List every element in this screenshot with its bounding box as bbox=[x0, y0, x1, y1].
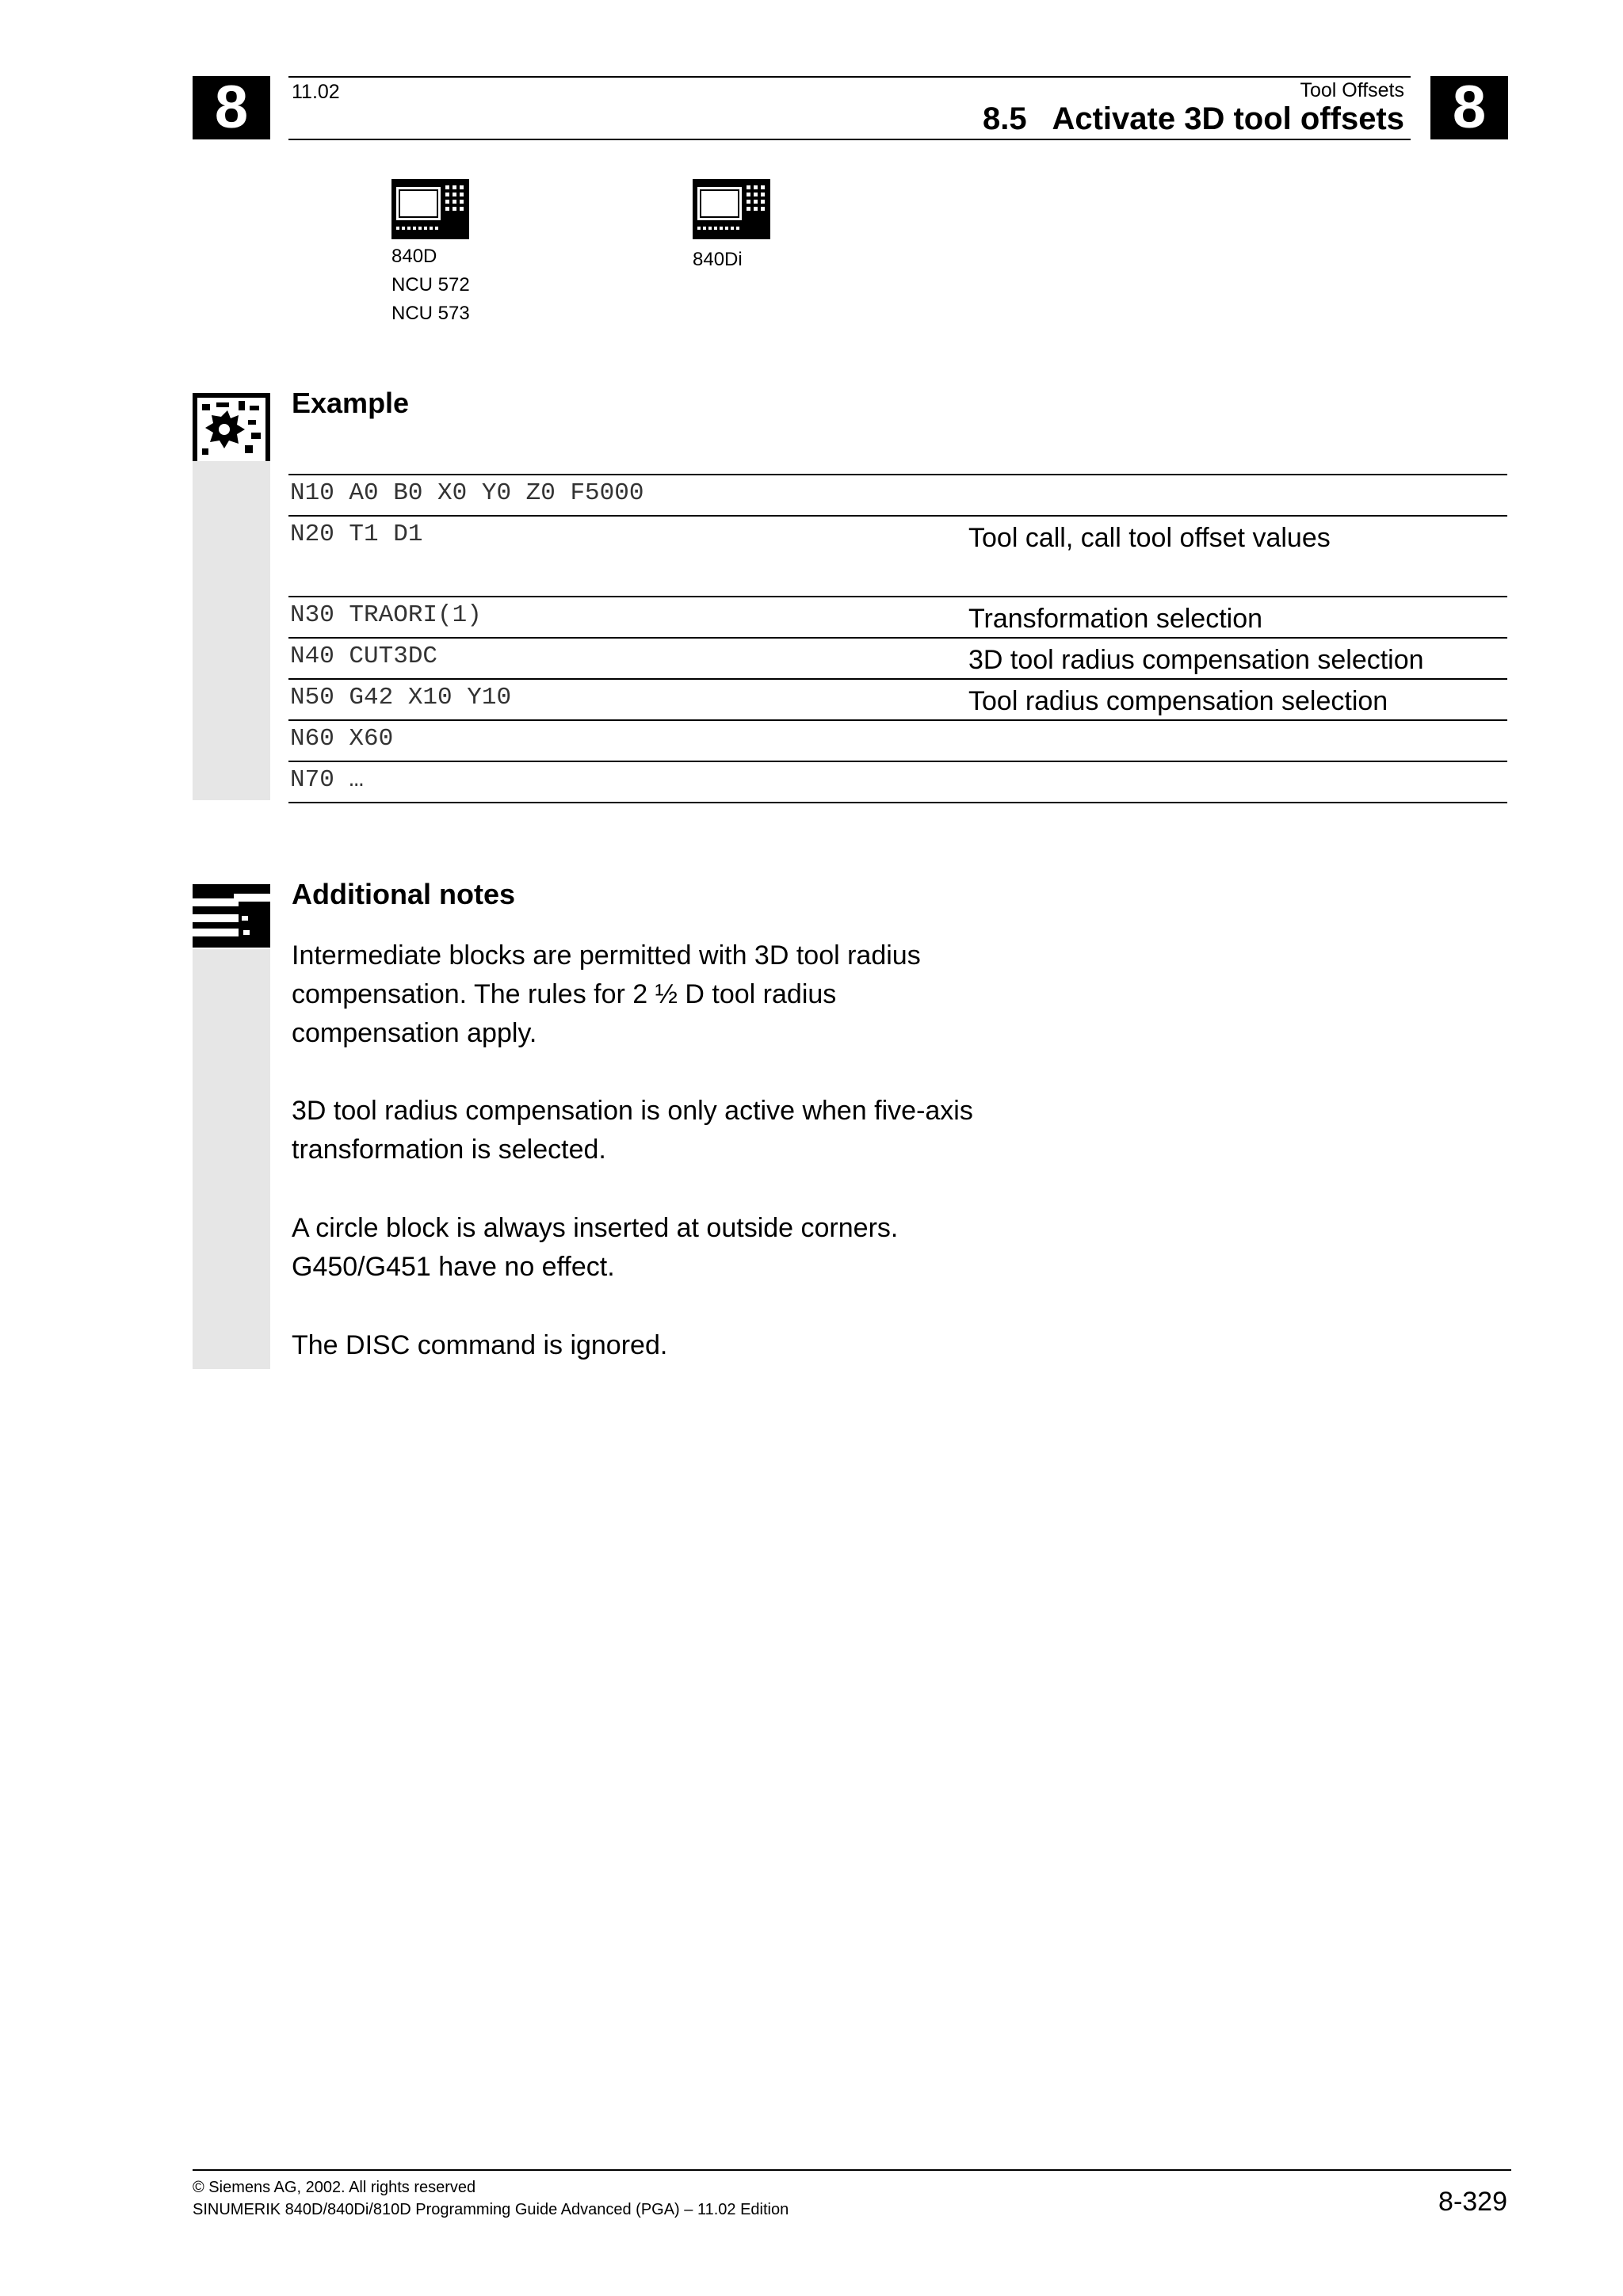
code-comment: Tool radius compensation selection bbox=[968, 686, 1388, 716]
control-label-840d bbox=[391, 242, 470, 328]
example-code-table bbox=[288, 474, 1507, 803]
code-comment: Transformation selection bbox=[968, 604, 1263, 634]
notes-paragraph: The DISC command is ignored. bbox=[292, 1330, 668, 1360]
control-panel-icon bbox=[693, 179, 770, 239]
code-comment: Tool call, call tool offset values bbox=[968, 523, 1331, 553]
code-line: N50 G42 X10 Y10 bbox=[290, 684, 512, 711]
notes-title: Additional notes bbox=[292, 878, 515, 910]
notes-paragraph: 3D tool radius compensation is only active when five-axis transformation is selected. bbox=[292, 1096, 973, 1165]
table-row bbox=[288, 515, 1507, 596]
code-line: N40 CUT3DC bbox=[290, 643, 438, 670]
control-label-840di bbox=[693, 246, 743, 274]
code-line: N60 X60 bbox=[290, 725, 394, 753]
footer-guide-title: SINUMERIK 840D/840Di/810D Programming Guide Advanced (PGA) – 11.02 Edition bbox=[193, 2201, 789, 2218]
header-section-name: Tool Offsets bbox=[1300, 79, 1404, 101]
table-row bbox=[288, 474, 1507, 515]
chapter-number-right: 8 bbox=[1430, 76, 1508, 139]
control-label-line: NCU 572 bbox=[391, 274, 470, 296]
control-label-line: NCU 573 bbox=[391, 303, 470, 324]
notes-paragraph: A circle block is always inserted at outside corners. G450/G451 have no effect. bbox=[292, 1213, 899, 1282]
notes-paragraph: Intermediate blocks are permitted with 3D tool radius compensation. The rules for 2 ½ D tool radius compensation apply. bbox=[292, 940, 921, 1048]
code-line: N20 T1 D1 bbox=[290, 521, 423, 548]
pointing-hand-icon bbox=[193, 884, 270, 949]
milling-cutter-icon bbox=[193, 393, 270, 461]
page-number: 8-329 bbox=[1438, 2187, 1507, 2217]
code-line: N10 A0 B0 X0 Y0 Z0 F5000 bbox=[290, 479, 644, 507]
table-row bbox=[288, 596, 1507, 637]
notes-sidebar bbox=[193, 884, 270, 1369]
code-line: N70 … bbox=[290, 766, 365, 794]
header-section-title bbox=[983, 101, 1404, 137]
control-label-line: 840D bbox=[391, 246, 437, 267]
header-date: 11.02 bbox=[292, 81, 340, 103]
control-panel-icon bbox=[391, 179, 469, 239]
section-title: Activate 3D tool offsets bbox=[1052, 101, 1404, 136]
table-row bbox=[288, 761, 1507, 803]
example-title: Example bbox=[292, 387, 410, 419]
table-row bbox=[288, 719, 1507, 761]
header-rule-top bbox=[288, 76, 1411, 78]
header-rule-bottom bbox=[288, 139, 1411, 140]
table-row bbox=[288, 678, 1507, 719]
footer-rule bbox=[193, 2169, 1511, 2171]
chapter-number-left: 8 bbox=[193, 76, 270, 139]
footer-copyright: © Siemens AG, 2002. All rights reserved bbox=[193, 2179, 476, 2196]
control-label-line: 840Di bbox=[693, 249, 743, 270]
code-line: N30 TRAORI(1) bbox=[290, 601, 482, 629]
section-number: 8.5 bbox=[983, 101, 1027, 136]
table-row bbox=[288, 637, 1507, 678]
code-comment: 3D tool radius compensation selection bbox=[968, 645, 1424, 675]
